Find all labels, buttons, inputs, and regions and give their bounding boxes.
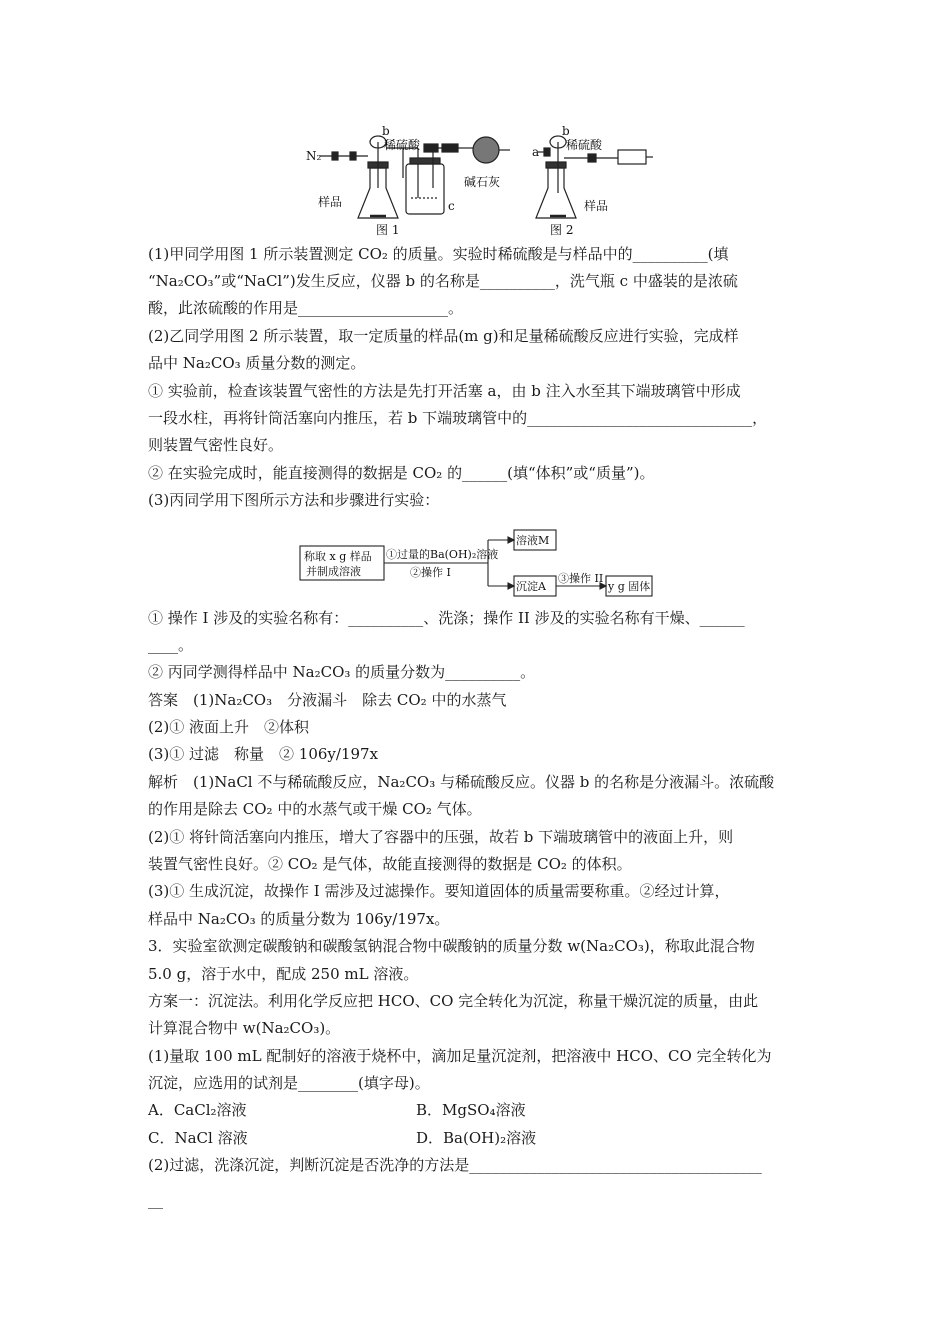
- analysis-line: (3)① 生成沉淀，故操作 I 需涉及过滤操作。要知道固体的质量需要称重。②经过计算，: [148, 882, 730, 900]
- flow-start-line1: 称取 x g 样品: [304, 550, 372, 563]
- option-b: B．MgSO₄溶液: [416, 1101, 526, 1119]
- fig1-c-label: c: [448, 199, 455, 213]
- fig1-sample-label: 样品: [318, 195, 343, 209]
- answer-line: (3)① 过滤 称量 ② 106y/197x: [148, 745, 379, 763]
- text-line: 品中 Na₂CO₃ 质量分数的测定。: [148, 354, 366, 372]
- fig2-a-label: a: [532, 145, 540, 159]
- procedure-flowchart: [148, 520, 813, 600]
- flow-solid: y g 固体: [608, 580, 651, 593]
- question-line: 5.0 g，溶于水中，配成 250 mL 溶液。: [148, 965, 419, 983]
- text-line: (2)乙同学用图 2 所示装置，取一定质量的样品(m g)和足量稀硫酸反应进行实验，完成样: [148, 327, 739, 345]
- text-line: “Na₂CO₃”或“NaCl”)发生反应，仪器 b 的名称是__________，洗气瓶 c 中盛装的是浓硫: [148, 272, 738, 290]
- question-line: 计算混合物中 w(Na₂CO₃)。: [148, 1019, 341, 1037]
- analysis-line: 解析 (1)NaCl 不与稀硫酸反应，Na₂CO₃ 与稀硫酸反应。仪器 b 的名称是分液漏斗。浓硫酸: [148, 773, 775, 791]
- answer-line: 答案 (1)Na₂CO₃ 分液漏斗 除去 CO₂ 中的水蒸气: [148, 691, 507, 709]
- analysis-line: 样品中 Na₂CO₃ 的质量分数为 106y/197x。: [148, 910, 450, 928]
- text-line: 则装置气密性良好。: [148, 436, 284, 454]
- apparatus-figures: [148, 118, 813, 238]
- text-line: ① 实验前，检查该装置气密性的方法是先打开活塞 a，由 b 注入水至其下端玻璃管中形成: [148, 382, 741, 400]
- flow-arrow-bottom: ②操作 I: [410, 566, 451, 579]
- text-line: 酸，此浓硫酸的作用是____________________。: [148, 299, 464, 317]
- option-d: D．Ba(OH)₂溶液: [416, 1129, 537, 1147]
- question-line: 方案一：沉淀法。利用化学反应把 HCO、CO 完全转化为沉淀，称量干燥沉淀的质量，由此: [148, 992, 759, 1010]
- text-line: ____。: [148, 636, 194, 654]
- question-line: 3．实验室欲测定碳酸钠和碳酸氢钠混合物中碳酸钠的质量分数 w(Na₂CO₃)，称取此混合物: [148, 937, 755, 955]
- flow-op2: ③操作 II: [558, 572, 604, 585]
- analysis-line: (2)① 将针筒活塞向内推压，增大了容器中的压强，故若 b 下端玻璃管中的液面上升，则: [148, 828, 734, 846]
- flow-solution: 溶液M: [516, 534, 550, 547]
- fig2-caption: 图 2: [550, 223, 574, 237]
- fig2-b-label: b: [562, 124, 570, 138]
- fig2-acid-label: 稀硫酸: [566, 138, 603, 152]
- option-c: C．NaCl 溶液: [148, 1129, 248, 1147]
- answer-line: (2)① 液面上升 ②体积: [148, 718, 310, 736]
- option-a: A．CaCl₂溶液: [148, 1101, 247, 1119]
- text-line: ① 操作 I 涉及的实验名称有：__________、洗涤；操作 II 涉及的实验名称有干燥、______: [148, 609, 745, 627]
- question-line: 沉淀，应选用的试剂是________(填字母)。: [148, 1074, 430, 1092]
- analysis-line: 的作用是除去 CO₂ 中的水蒸气或干燥 CO₂ 气体。: [148, 800, 482, 818]
- flow-arrow-top: ①过量的Ba(OH)₂溶液: [386, 548, 499, 561]
- fig2-sample-label: 样品: [584, 199, 609, 213]
- text-line: (1)甲同学用图 1 所示装置测定 CO₂ 的质量。实验时稀硫酸是与样品中的__________(填: [148, 245, 729, 263]
- flow-start-line2: 并制成溶液: [306, 565, 361, 578]
- text-line: 一段水柱，再将针筒活塞向内推压，若 b 下端玻璃管中的______________________________，: [148, 409, 768, 427]
- text-line: (3)丙同学用下图所示方法和步骤进行实验：: [148, 491, 440, 509]
- text-line: ② 丙同学测得样品中 Na₂CO₃ 的质量分数为__________。: [148, 663, 536, 681]
- fig1-n2-label: N₂: [306, 149, 322, 163]
- question-line: (2)过滤，洗涤沉淀，判断沉淀是否洗净的方法是_______________________________________: [148, 1156, 762, 1174]
- fig1-b-label: b: [382, 124, 390, 138]
- analysis-line: 装置气密性良好。② CO₂ 是气体，故能直接测得的数据是 CO₂ 的体积。: [148, 855, 632, 873]
- question-line: (1)量取 100 mL 配制好的溶液于烧杯中，滴加足量沉淀剂，把溶液中 HCO、CO 完全转化为: [148, 1047, 772, 1065]
- fig1-soda-lime-label: 碱石灰: [464, 175, 501, 189]
- fig1-caption: 图 1: [376, 223, 400, 237]
- fig1-acid-label: 稀硫酸: [384, 138, 421, 152]
- text-line: ② 在实验完成时，能直接测得的数据是 CO₂ 的______(填“体积”或“质量”)。: [148, 464, 655, 482]
- flow-precipitate: 沉淀A: [516, 580, 546, 593]
- question-line: __: [148, 1191, 163, 1209]
